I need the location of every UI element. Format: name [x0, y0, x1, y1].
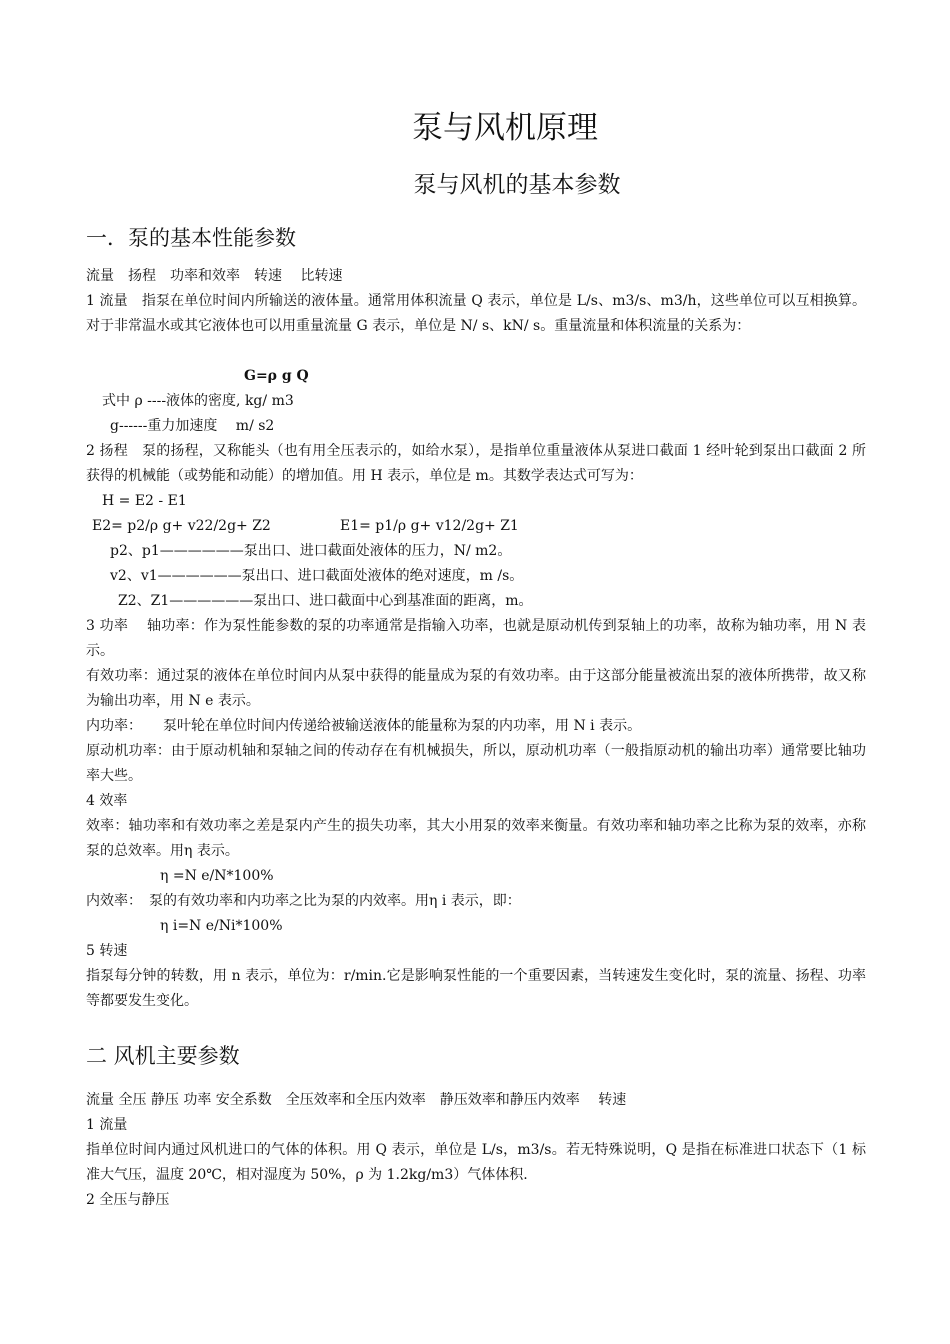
fan-flow-paragraph: 指单位时间内通过风机进口的气体的体积。用 Q 表示，单位是 L/s，m3/s。若无特殊说明，Q 是指在标准进口状态下（1 标准大气压，温度 20℃，相对湿度为 50%，ρ 为 1.2kg/m3）气体体积.	[86, 1142, 866, 1183]
pump-flow-paragraph: 1 流量 指泵在单位时间内所输送的液体量。通常用体积流量 Q 表示，单位是 L/s、m3/s、m3/h，这些单位可以互相换算。对于非常温水或其它液体也可以用重量流量 G 表示，单位是 N/ s、kN/ s。重量流量和体积流量的关系为：	[86, 293, 866, 334]
effective-power-paragraph: 有效功率：通过泵的液体在单位时间内从泵中获得的能量成为泵的有效功率。由于这部分能量被流出泵的液体所携带，故又称为输出功率，用 N e 表示。	[86, 668, 866, 709]
formula-efficiency: η =N e/N*100%	[160, 868, 274, 884]
formula-weight-flow: G=ρ g Q	[244, 368, 309, 384]
document-subtitle: 泵与风机的基本参数	[413, 172, 621, 198]
rho-definition: 式中 ρ ----液体的密度, kg/ m3	[102, 393, 294, 409]
motor-power-paragraph: 原动机功率：由于原动机轴和泵轴之间的传动存在有机械损失，所以，原动机功率（一般指原动机的输出功率）通常要比轴功率大些。	[86, 743, 866, 784]
height-definition: Z2、Z1——————泵出口、进口截面中心到基准面的距离，m。	[118, 593, 533, 609]
section1-heading: 一．泵的基本性能参数	[86, 226, 296, 250]
fan-pressure-title: 2 全压与静压	[86, 1192, 170, 1208]
formula-head: H = E2 - E1	[102, 493, 187, 509]
section2-heading: 二 风机主要参数	[86, 1044, 240, 1068]
pump-params-list: 流量 扬程 功率和效率 转速 比转速	[86, 268, 343, 284]
pressure-definition: p2、p1——————泵出口、进口截面处液体的压力，N/ m2。	[110, 543, 512, 559]
fan-flow-title: 1 流量	[86, 1117, 128, 1133]
fan-params-list: 流量 全压 静压 功率 安全系数 全压效率和全压内效率 静压效率和静压内效率 转速	[86, 1092, 627, 1108]
efficiency-title: 4 效率	[86, 793, 128, 809]
inner-efficiency-line: 内效率： 泵的有效功率和内功率之比为泵的内效率。用η i 表示，即：	[86, 893, 521, 909]
formula-inner-efficiency: η i=N e/Ni*100%	[160, 918, 283, 934]
g-definition: g------重力加速度 m/ s2	[110, 418, 275, 434]
pump-head-paragraph: 2 扬程 泵的扬程，又称能头（也有用全压表示的，如给水泵），是指单位重量液体从泵进口截面 1 经叶轮到泵出口截面 2 所获得的机械能（或势能和动能）的增加值。用 H 表示，单位是 m。其数学表达式可写为：	[86, 443, 866, 484]
shaft-power-paragraph: 3 功率 轴功率：作为泵性能参数的泵的功率通常是指输入功率，也就是原动机传到泵轴上的功率，故称为轴功率，用 N 表示。	[86, 618, 866, 659]
inner-power-paragraph: 内功率： 泵叶轮在单位时间内传递给被输送液体的能量称为泵的内功率，用 N i 表示。	[86, 718, 642, 734]
document-title: 泵与风机原理	[412, 110, 598, 146]
velocity-definition: v2、v1——————泵出口、进口截面处液体的绝对速度，m /s。	[110, 568, 524, 584]
speed-paragraph: 指泵每分钟的转数，用 n 表示，单位为：r/min.它是影响泵性能的一个重要因素，当转速发生变化时，泵的流量、扬程、功率等都要发生变化。	[86, 968, 866, 1009]
efficiency-paragraph: 效率：轴功率和有效功率之差是泵内产生的损失功率，其大小用泵的效率来衡量。有效功率和轴功率之比称为泵的效率，亦称泵的总效率。用η 表示。	[86, 818, 866, 859]
formula-e1: E1= p1/ρ g+ v12/2g+ Z1	[340, 518, 519, 534]
speed-title: 5 转速	[86, 943, 128, 959]
formula-e2: E2= p2/ρ g+ v22/2g+ Z2	[92, 518, 271, 534]
